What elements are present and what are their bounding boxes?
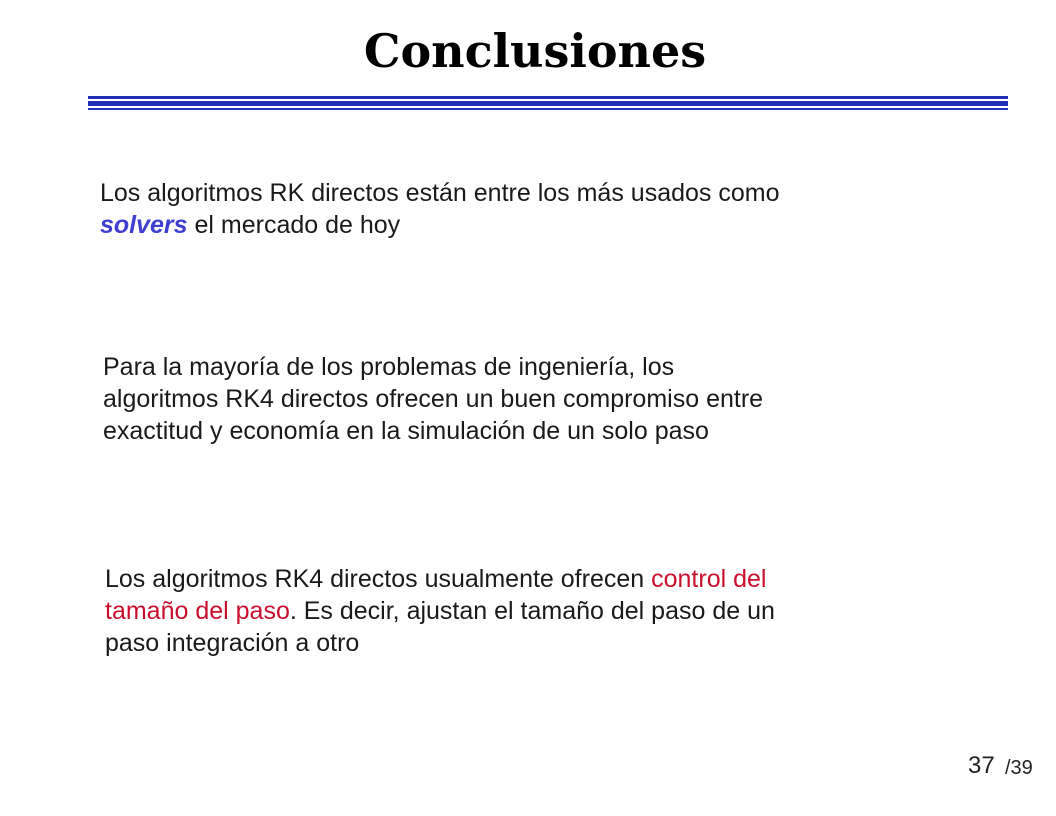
paragraph-3-line-1: Los algoritmos RK4 directos usualmente ofrecen: [105, 565, 652, 593]
conclusion-paragraph-2: [103, 351, 763, 447]
page-number: 37: [968, 752, 995, 779]
page-total: /39: [1005, 757, 1033, 779]
paragraph-2-line-3: exactitud y economía en la simulación de un solo paso: [103, 417, 709, 445]
slide-title: Conclusiones: [363, 24, 707, 78]
paragraph-1-line-2: el mercado de hoy: [187, 211, 401, 239]
paragraph-2-line-1: Para la mayoría de los problemas de ingeniería, los: [103, 353, 675, 381]
conclusion-paragraph-3: [105, 563, 775, 659]
title-underline-thin-top: [88, 96, 1008, 99]
solvers-emphasis: solvers: [100, 211, 188, 239]
title-underline-thick: [88, 101, 1008, 106]
conclusion-paragraph-1: [100, 177, 779, 241]
paragraph-3-line-3: paso integración a otro: [105, 629, 360, 657]
step-size-control-emphasis-a: control del: [651, 565, 767, 593]
title-underline: [88, 96, 1008, 110]
paragraph-1-line-1: Los algoritmos RK directos están entre los más usados como: [100, 179, 780, 207]
paragraph-3-line-2: . Es decir, ajustan el tamaño del paso de un: [289, 597, 775, 625]
title-underline-thin-bottom: [88, 108, 1008, 110]
step-size-control-emphasis-b: tamaño del paso: [105, 597, 290, 625]
paragraph-2-line-2: algoritmos RK4 directos ofrecen un buen compromiso entre: [103, 385, 764, 413]
